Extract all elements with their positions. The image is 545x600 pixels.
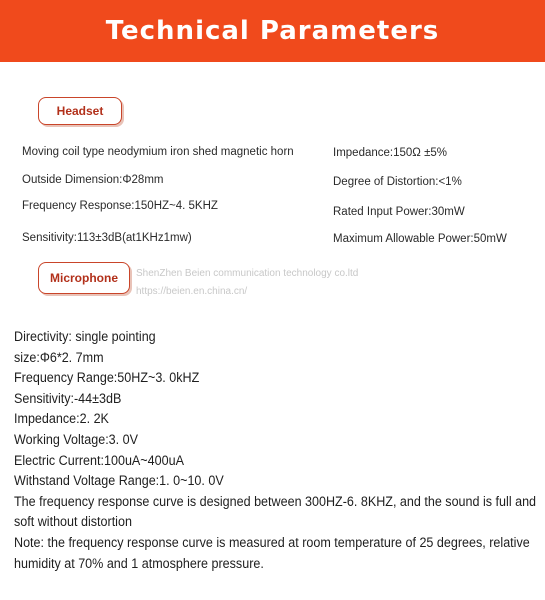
headset-spec-distortion: Degree of Distortion:<1% (333, 176, 462, 188)
headset-spec-rated-power: Rated Input Power:30mW (333, 206, 465, 218)
mic-spec-impedance: Impedance:2. 2K (14, 411, 109, 427)
title-banner (0, 0, 545, 62)
mic-measurement-note: Note: the frequency response curve is measured at room temperature of 25 degrees, relative humidity at 70% and 1 atmosphere pressure. (14, 534, 530, 571)
headset-spec-impedance: Impedance:150Ω ±5% (333, 147, 448, 159)
headset-spec-horn: Moving coil type neodymium iron shed magnetic horn (22, 146, 294, 158)
mic-spec-current: Electric Current:100uA~400uA (14, 452, 184, 468)
page-title: Technical Parameters (105, 16, 440, 46)
mic-spec-working-voltage: Working Voltage:3. 0V (14, 431, 139, 447)
mic-spec-withstand-voltage: Withstand Voltage Range:1. 0~10. 0V (14, 473, 224, 489)
headset-spec-dimension: Outside Dimension:Φ28mm (22, 174, 164, 186)
headset-spec-frequency: Frequency Response:150HZ~4. 5KHZ (22, 200, 218, 212)
headset-spec-max-power: Maximum Allowable Power:50mW (333, 233, 507, 245)
headset-spec-sensitivity: Sensitivity:113±3dB(at1KHz1mw) (22, 232, 192, 244)
mic-spec-directivity: Directivity: single pointing (14, 329, 156, 344)
mic-spec-sensitivity: Sensitivity:-44±3dB (14, 390, 122, 406)
mic-spec-size: size:Φ6*2. 7mm (14, 349, 104, 365)
watermark-url: https://beien.en.china.cn/ (136, 286, 248, 297)
mic-frequency-note: The frequency response curve is designed between 300HZ-6. 8KHZ, and the sound is full and soft without distortion (14, 493, 537, 530)
watermark-company: ShenZhen Beien communication technology co.ltd (136, 268, 359, 279)
microphone-specs (14, 327, 537, 574)
headset-section-tag: Headset (38, 97, 122, 125)
mic-spec-frequency-range: Frequency Range:50HZ~3. 0kHZ (14, 370, 200, 386)
microphone-section-tag: Microphone (38, 262, 130, 294)
